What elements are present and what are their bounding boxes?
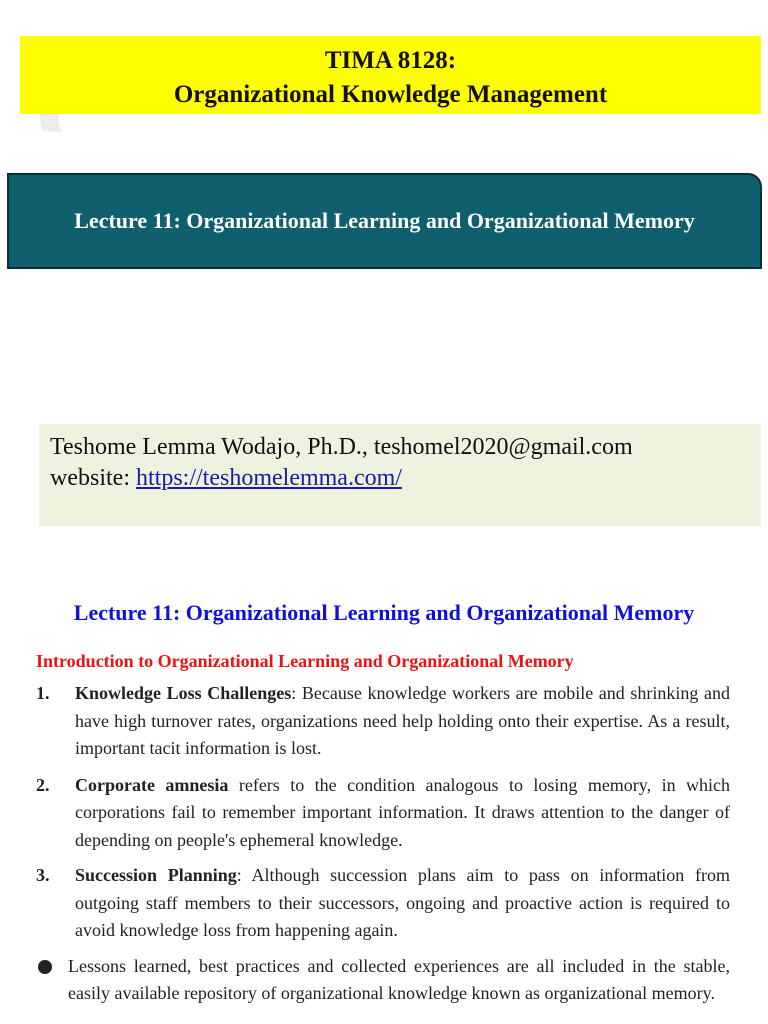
list-number: 3.: [36, 865, 50, 885]
list-number: 2.: [36, 774, 50, 795]
list-term: Succession Planning: [75, 865, 237, 885]
list-term: Knowledge Loss Challenges: [75, 683, 292, 703]
document-title: Lecture 11: Organizational Learning and Organizational Memory: [73, 600, 695, 625]
list-term: Corporate amnesia: [75, 774, 229, 795]
list-text: : Because knowledge workers are mobile and shrinking and have high turnover rates, organizations need help holding onto their expertise. As a result, important tacit information is lost.: [75, 683, 730, 758]
list-item: [36, 862, 730, 945]
list-text: : Although succession plans aim to pass on information from outgoing staff members to their successors, ongoing and proactive action is required to avoid knowledge loss from happening again.: [75, 865, 730, 940]
lecture-banner: [7, 173, 762, 269]
list-item: [36, 680, 730, 763]
website-line: [50, 463, 750, 494]
website-label: website:: [50, 465, 136, 491]
bullet-icon: [38, 960, 52, 974]
author-box: [39, 424, 761, 526]
lecture-banner-title: Lecture 11: Organizational Learning and Organizational Memory: [74, 208, 695, 233]
bullet-text: Lessons learned, best practices and collected experiences are all included in the stable, easily available repository of organizational knowledge known as organizational memory.: [68, 955, 730, 1003]
course-title-box: [20, 36, 761, 114]
intro-heading: Introduction to Organizational Learning and Organizational Memory: [36, 651, 574, 671]
list-text: refers to the condition analogous to losing memory, in which corporations fail to remember important information. It draws attention to the danger of depending on people's ephemeral knowledge.: [75, 774, 730, 850]
course-name: Organizational Knowledge Management: [173, 81, 608, 108]
content-list: [36, 680, 730, 1008]
list-item: [36, 772, 730, 855]
website-link[interactable]: https://teshomelemma.com/: [135, 465, 402, 491]
author-line: Teshome Lemma Wodajo, Ph.D., teshomel2020@gmail.com: [50, 434, 633, 460]
bullet-item: [36, 953, 730, 1008]
course-code: TIMA 8128:: [324, 47, 457, 74]
list-number: 1.: [36, 683, 50, 703]
